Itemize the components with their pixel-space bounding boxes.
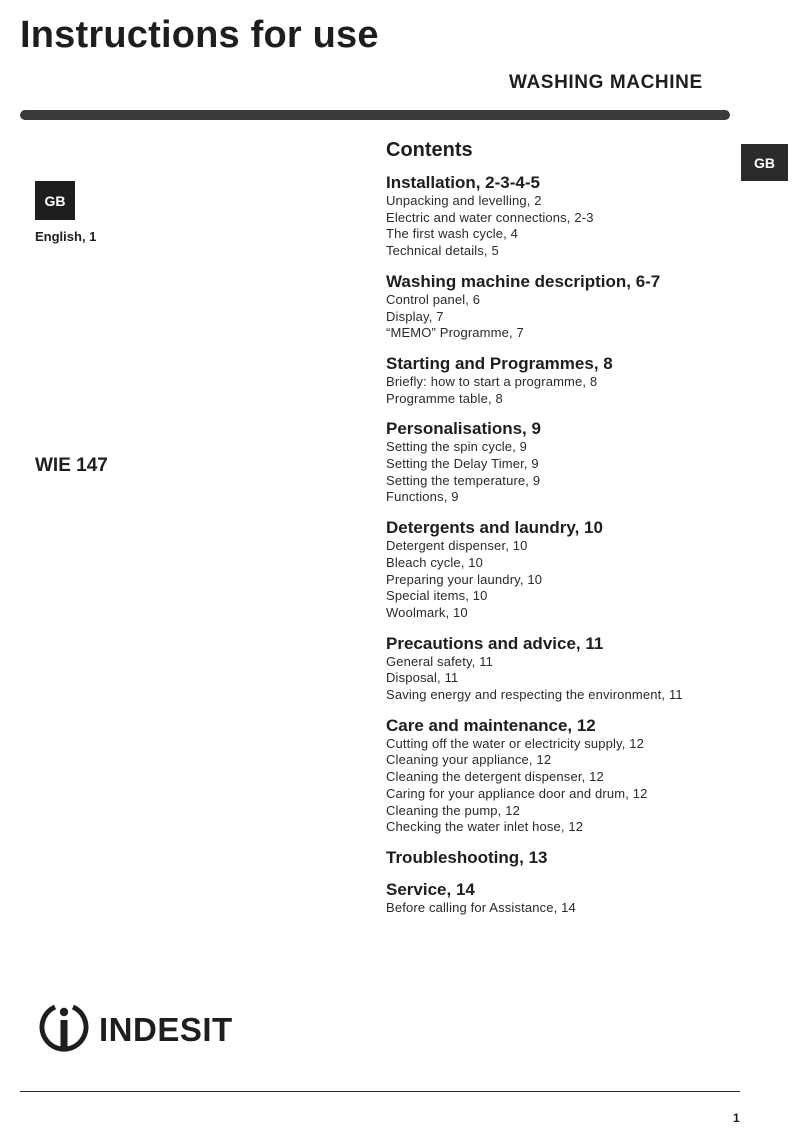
contents-item: Technical details, 5	[386, 243, 499, 259]
section-title: Precautions and advice, 11	[386, 633, 604, 653]
indesit-logo-icon	[35, 999, 93, 1062]
contents-item: Checking the water inlet hose, 12	[386, 819, 584, 835]
section-title: Detergents and laundry, 10	[386, 518, 603, 538]
contents-heading: Contents	[386, 139, 473, 161]
product-type-heading: WASHING MACHINE	[509, 72, 703, 93]
contents-section	[386, 880, 786, 917]
contents-item: Woolmark, 10	[386, 604, 468, 620]
contents-item: Electric and water connections, 2-3	[386, 209, 594, 225]
contents-section	[386, 173, 786, 260]
contents-item: Disposal, 11	[386, 670, 459, 686]
page-number: 1	[733, 1111, 740, 1125]
contents-item: Setting the temperature, 9	[386, 472, 541, 488]
contents-item: Display, 7	[386, 308, 444, 324]
contents-item: Saving energy and respecting the environment, 11	[386, 687, 683, 703]
contents-item: Special items, 10	[386, 588, 488, 604]
language-label: English, 1	[35, 229, 97, 244]
contents-item: Setting the Delay Timer, 9	[386, 456, 539, 472]
section-title: Care and maintenance, 12	[386, 715, 596, 735]
contents-item: Functions, 9	[386, 489, 459, 505]
language-tab: GB	[741, 144, 788, 181]
header-divider	[20, 110, 730, 120]
model-number: WIE 147	[35, 455, 108, 476]
section-title: Troubleshooting, 13	[386, 847, 548, 867]
section-title: Washing machine description, 6-7	[386, 271, 661, 291]
contents-item: Before calling for Assistance, 14	[386, 899, 576, 915]
logo-wordmark: INDESIT	[99, 1011, 233, 1048]
contents-item: Unpacking and levelling, 2	[386, 193, 542, 208]
section-title: Starting and Programmes, 8	[386, 353, 613, 373]
contents-item: Cleaning the detergent dispenser, 12	[386, 769, 604, 785]
contents-section	[386, 716, 786, 836]
contents-section	[386, 354, 786, 407]
language-code-badge: GB	[35, 181, 75, 220]
brand-logo	[35, 1000, 233, 1060]
contents-section	[386, 848, 786, 868]
contents-section	[386, 419, 786, 506]
page-title: Instructions for use	[20, 14, 379, 56]
section-title: Service, 14	[386, 879, 475, 899]
contents-item: Preparing your laundry, 10	[386, 571, 543, 587]
contents-item: Cleaning your appliance, 12	[386, 752, 552, 768]
contents-section	[386, 272, 786, 342]
footer-divider	[20, 1091, 740, 1092]
contents-item: Detergent dispenser, 10	[386, 538, 528, 554]
contents-item: “MEMO” Programme, 7	[386, 325, 524, 341]
section-title: Personalisations, 9	[386, 419, 541, 439]
contents-item: Briefly: how to start a programme, 8	[386, 373, 598, 389]
contents-item: Control panel, 6	[386, 291, 481, 307]
contents-item: The first wash cycle, 4	[386, 226, 519, 242]
contents-item: Setting the spin cycle, 9	[386, 439, 528, 455]
contents-item: Bleach cycle, 10	[386, 554, 484, 570]
contents-item: Cleaning the pump, 12	[386, 802, 520, 818]
contents-item: General safety, 11	[386, 653, 493, 669]
section-title: Installation, 2-3-4-5	[386, 173, 540, 192]
contents-section	[386, 518, 786, 622]
table-of-contents	[386, 138, 786, 929]
contents-section	[386, 634, 786, 704]
contents-item: Caring for your appliance door and drum, 12	[386, 785, 648, 801]
contents-item: Programme table, 8	[386, 390, 503, 406]
contents-sections	[386, 173, 786, 917]
contents-item: Cutting off the water or electricity supply, 12	[386, 735, 645, 751]
